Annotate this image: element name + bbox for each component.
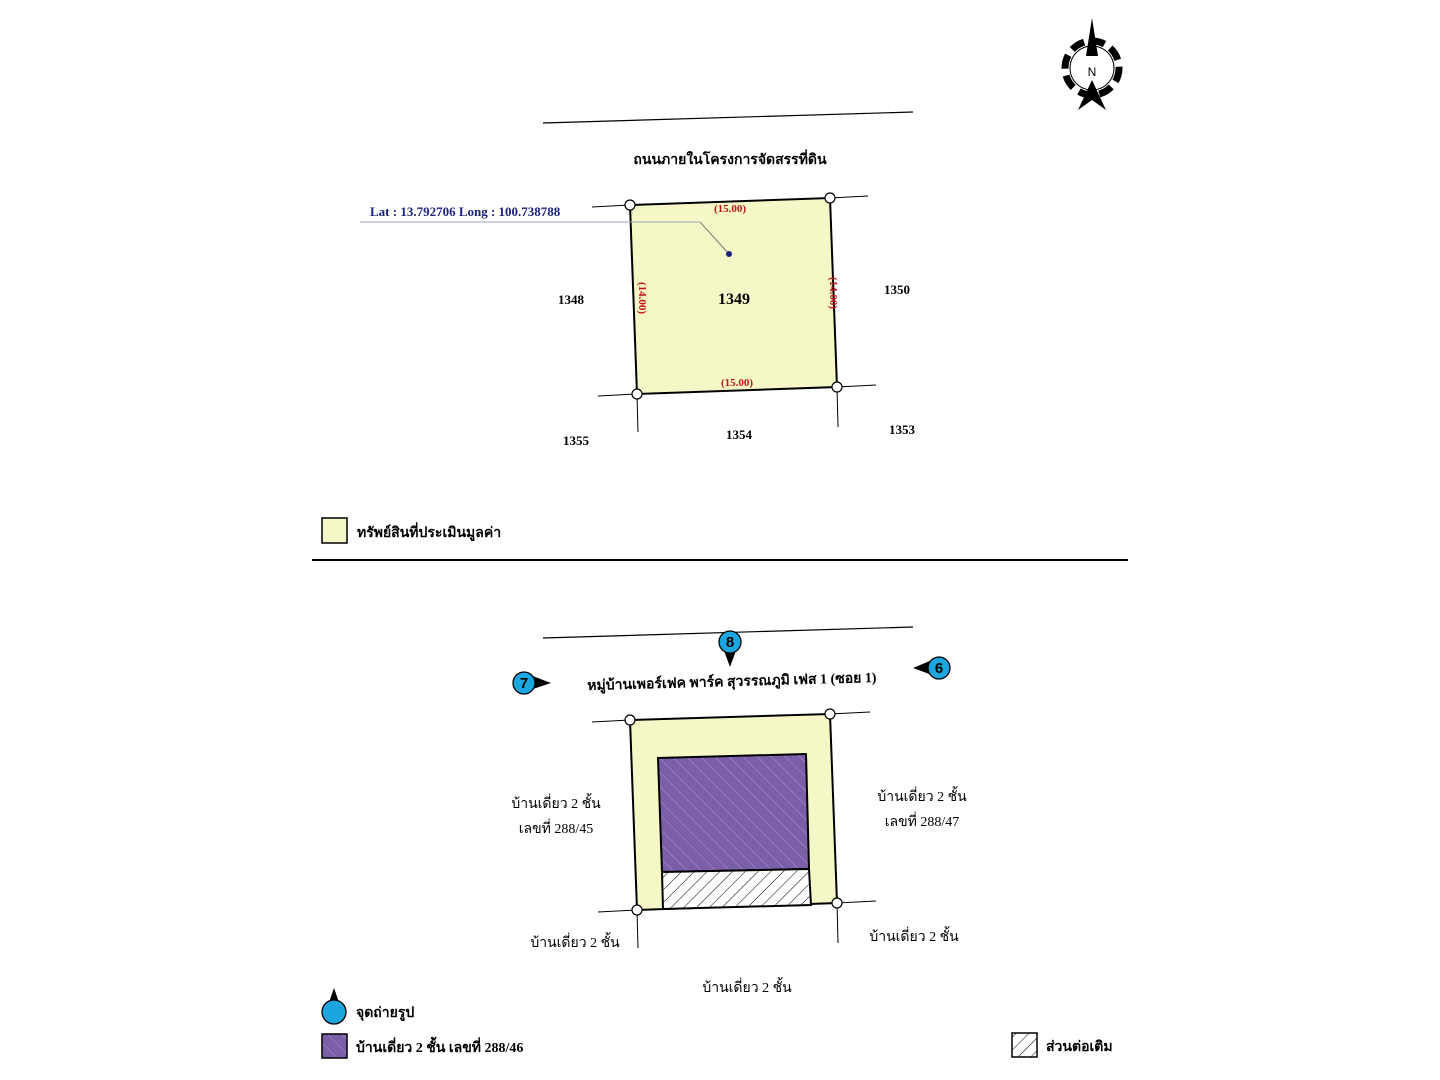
road-line — [543, 112, 913, 123]
neighbor-bottom-right: 1353 — [889, 422, 915, 437]
neighbor-right-number: เลขที่ 288/47 — [884, 815, 960, 830]
boundary-extension — [637, 394, 638, 432]
north-arrow-icon — [1065, 18, 1119, 110]
legend-subject-label: ทรัพย์สินที่ประเมินมูลค่า — [357, 526, 502, 541]
boundary-extension — [592, 205, 630, 207]
photo-point-number: 6 — [934, 660, 944, 677]
boundary-extension — [837, 385, 876, 387]
legend-subject-swatch — [322, 518, 347, 543]
boundary-extension — [598, 910, 637, 912]
legend-house-swatch — [322, 1034, 347, 1058]
neighbor-bottom-right: บ้านเดี่ยว 2 ชั้น — [869, 930, 959, 945]
parcel-number: 1349 — [718, 291, 750, 308]
neighbor-bottom-left: บ้านเดี่ยว 2 ชั้น — [530, 936, 620, 951]
dimension-right: (14.00) — [827, 276, 839, 310]
legend-photo-point-label: จุดถ่ายรูป — [356, 1006, 415, 1021]
boundary-extension — [830, 712, 870, 714]
legend-photo-point-icon — [322, 988, 346, 1024]
boundary-extension — [837, 901, 876, 903]
plan-1 — [322, 112, 916, 543]
boundary-extension — [592, 720, 630, 722]
photo-point-6 — [913, 657, 950, 679]
legend-house-label: บ้านเดี่ยว 2 ชั้น เลขที่ 288/46 — [356, 1041, 524, 1056]
plan-2 — [322, 627, 1113, 1058]
photo-point-8 — [719, 631, 741, 667]
coordinate-point — [726, 251, 732, 257]
dimension-left: (14.00) — [636, 281, 648, 315]
neighbor-left-number: เลขที่ 288/45 — [518, 822, 594, 837]
boundary-extension — [830, 196, 868, 198]
north-arrow-letter: N — [1087, 65, 1097, 79]
photo-point-7 — [513, 672, 551, 694]
neighbor-right: 1350 — [884, 282, 910, 297]
road-label: หมู่บ้านเพอร์เฟค พาร์ค สุวรรณภูมิ เฟส 1 (ซอย 1) — [587, 670, 877, 695]
legend-extension-swatch — [1012, 1033, 1037, 1057]
neighbor-bottom-left: 1355 — [563, 433, 589, 448]
road-label: ถนนภายในโครงการจัดสรรที่ดิน — [633, 153, 827, 168]
dimension-top: (15.00) — [713, 203, 747, 215]
photo-point-number: 7 — [519, 675, 529, 692]
extension-footprint — [662, 869, 811, 909]
neighbor-left: 1348 — [558, 292, 584, 307]
boundary-extension — [637, 910, 638, 948]
neighbor-bottom: 1354 — [726, 427, 752, 442]
neighbor-right-type: บ้านเดี่ยว 2 ชั้น — [877, 790, 967, 805]
dimension-bottom: (15.00) — [720, 377, 754, 389]
coordinate-label: Lat : 13.792706 Long : 100.738788 — [370, 204, 561, 219]
legend-extension-label: ส่วนต่อเติม — [1046, 1040, 1113, 1055]
neighbor-left-type: บ้านเดี่ยว 2 ชั้น — [511, 797, 601, 812]
photo-point-number: 8 — [725, 634, 735, 651]
neighbor-bottom: บ้านเดี่ยว 2 ชั้น — [702, 981, 792, 996]
boundary-extension — [837, 387, 838, 427]
boundary-extension — [598, 394, 637, 396]
boundary-extension — [837, 903, 838, 943]
house-footprint — [658, 754, 809, 872]
